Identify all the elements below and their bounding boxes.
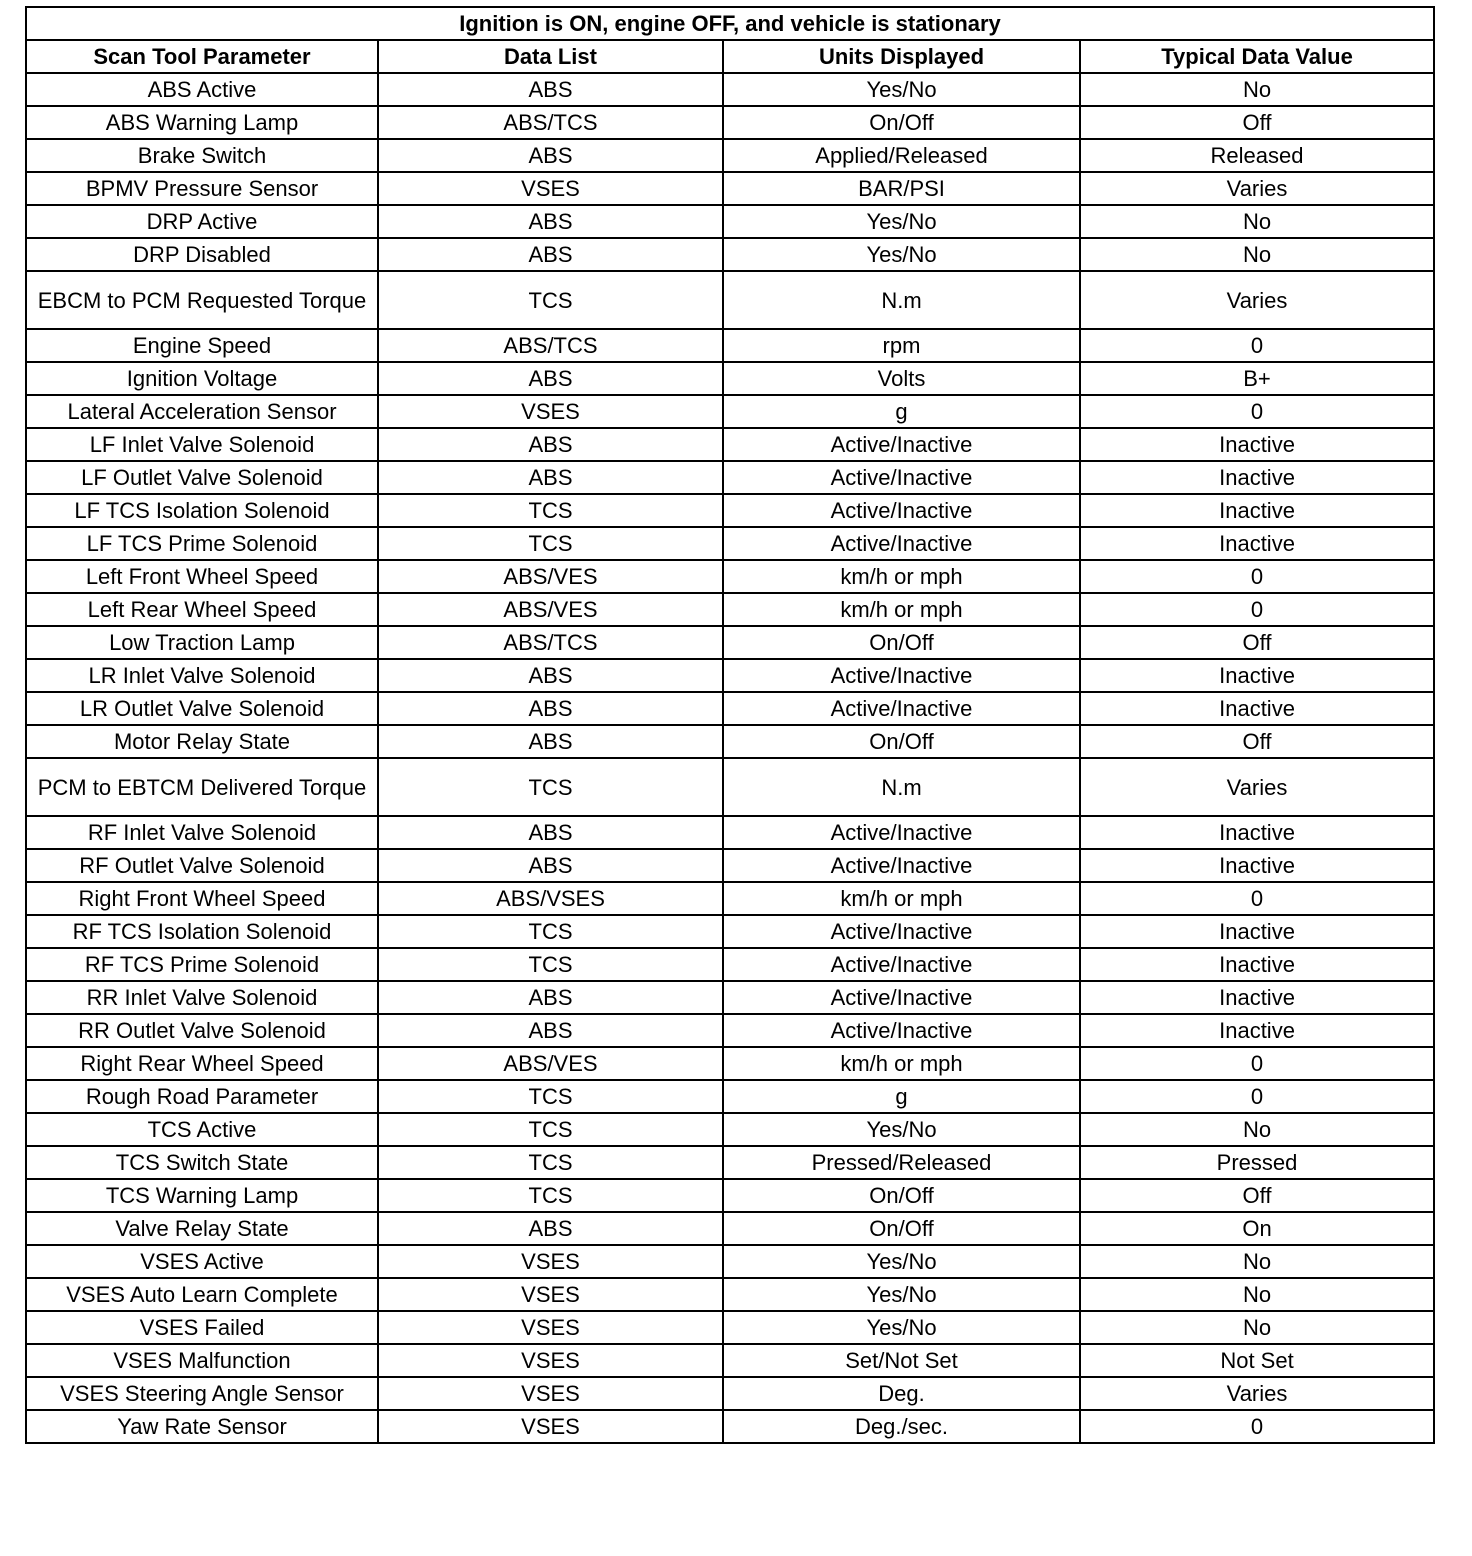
cell-parameter: RF TCS Prime Solenoid — [26, 948, 378, 981]
cell-typical-value: Off — [1080, 106, 1434, 139]
cell-units: Active/Inactive — [723, 849, 1080, 882]
cell-parameter: Right Front Wheel Speed — [26, 882, 378, 915]
cell-data-list: TCS — [378, 758, 723, 816]
cell-units: BAR/PSI — [723, 172, 1080, 205]
cell-typical-value: 0 — [1080, 1080, 1434, 1113]
cell-typical-value: 0 — [1080, 882, 1434, 915]
cell-typical-value: Inactive — [1080, 981, 1434, 1014]
scan-tool-data-table-container — [25, 6, 1433, 1444]
cell-data-list: ABS — [378, 205, 723, 238]
cell-data-list: ABS — [378, 849, 723, 882]
cell-units: Active/Inactive — [723, 659, 1080, 692]
cell-data-list: ABS/TCS — [378, 329, 723, 362]
cell-data-list: ABS — [378, 362, 723, 395]
cell-data-list: ABS — [378, 981, 723, 1014]
table-row — [26, 73, 1434, 106]
table-row — [26, 1080, 1434, 1113]
table-row — [26, 560, 1434, 593]
cell-typical-value: No — [1080, 1278, 1434, 1311]
cell-parameter: LF Outlet Valve Solenoid — [26, 461, 378, 494]
table-row — [26, 527, 1434, 560]
cell-parameter: TCS Active — [26, 1113, 378, 1146]
table-row — [26, 692, 1434, 725]
cell-parameter: Engine Speed — [26, 329, 378, 362]
cell-typical-value: Pressed — [1080, 1146, 1434, 1179]
cell-parameter: VSES Malfunction — [26, 1344, 378, 1377]
cell-typical-value: Inactive — [1080, 849, 1434, 882]
cell-data-list: ABS — [378, 1014, 723, 1047]
cell-units: Set/Not Set — [723, 1344, 1080, 1377]
cell-parameter: ABS Active — [26, 73, 378, 106]
cell-units: Active/Inactive — [723, 461, 1080, 494]
table-body — [26, 73, 1434, 1443]
cell-typical-value: Off — [1080, 626, 1434, 659]
cell-typical-value: Varies — [1080, 271, 1434, 329]
table-header-row — [26, 40, 1434, 73]
cell-typical-value: No — [1080, 1311, 1434, 1344]
table-row — [26, 725, 1434, 758]
cell-units: Deg. — [723, 1377, 1080, 1410]
cell-parameter: Low Traction Lamp — [26, 626, 378, 659]
cell-typical-value: Inactive — [1080, 659, 1434, 692]
cell-typical-value: 0 — [1080, 593, 1434, 626]
table-row — [26, 816, 1434, 849]
table-row — [26, 1014, 1434, 1047]
cell-parameter: LR Inlet Valve Solenoid — [26, 659, 378, 692]
cell-data-list: ABS/VES — [378, 1047, 723, 1080]
column-header-data-list: Data List — [378, 40, 723, 73]
cell-typical-value: B+ — [1080, 362, 1434, 395]
cell-units: Applied/Released — [723, 139, 1080, 172]
cell-typical-value: Off — [1080, 1179, 1434, 1212]
table-row — [26, 461, 1434, 494]
table-row — [26, 494, 1434, 527]
column-header-parameter: Scan Tool Parameter — [26, 40, 378, 73]
cell-units: Active/Inactive — [723, 915, 1080, 948]
cell-typical-value: 0 — [1080, 395, 1434, 428]
cell-data-list: ABS — [378, 238, 723, 271]
table-row — [26, 205, 1434, 238]
cell-data-list: TCS — [378, 271, 723, 329]
cell-units: Active/Inactive — [723, 428, 1080, 461]
cell-parameter: Left Rear Wheel Speed — [26, 593, 378, 626]
table-row — [26, 1179, 1434, 1212]
cell-units: km/h or mph — [723, 1047, 1080, 1080]
table-row — [26, 172, 1434, 205]
cell-data-list: TCS — [378, 527, 723, 560]
table-row — [26, 758, 1434, 816]
cell-parameter: Valve Relay State — [26, 1212, 378, 1245]
cell-units: Yes/No — [723, 1113, 1080, 1146]
table-row — [26, 329, 1434, 362]
table-row — [26, 593, 1434, 626]
cell-units: Active/Inactive — [723, 527, 1080, 560]
cell-units: On/Off — [723, 1179, 1080, 1212]
cell-data-list: TCS — [378, 494, 723, 527]
cell-units: Yes/No — [723, 1245, 1080, 1278]
table-row — [26, 362, 1434, 395]
cell-parameter: VSES Steering Angle Sensor — [26, 1377, 378, 1410]
table-row — [26, 238, 1434, 271]
cell-units: On/Off — [723, 1212, 1080, 1245]
cell-units: Active/Inactive — [723, 816, 1080, 849]
cell-units: Deg./sec. — [723, 1410, 1080, 1443]
table-row — [26, 1047, 1434, 1080]
cell-data-list: VSES — [378, 1278, 723, 1311]
table-row — [26, 915, 1434, 948]
cell-parameter: LF TCS Prime Solenoid — [26, 527, 378, 560]
cell-data-list: ABS — [378, 73, 723, 106]
cell-units: Active/Inactive — [723, 981, 1080, 1014]
cell-parameter: Right Rear Wheel Speed — [26, 1047, 378, 1080]
table-row — [26, 271, 1434, 329]
cell-data-list: ABS — [378, 692, 723, 725]
cell-typical-value: 0 — [1080, 329, 1434, 362]
table-row — [26, 626, 1434, 659]
table-row — [26, 1311, 1434, 1344]
cell-parameter: RR Inlet Valve Solenoid — [26, 981, 378, 1014]
cell-parameter: LR Outlet Valve Solenoid — [26, 692, 378, 725]
cell-units: Volts — [723, 362, 1080, 395]
cell-data-list: VSES — [378, 395, 723, 428]
cell-parameter: RF TCS Isolation Solenoid — [26, 915, 378, 948]
cell-parameter: Ignition Voltage — [26, 362, 378, 395]
cell-typical-value: Varies — [1080, 758, 1434, 816]
cell-typical-value: No — [1080, 1113, 1434, 1146]
cell-parameter: LF Inlet Valve Solenoid — [26, 428, 378, 461]
cell-units: Active/Inactive — [723, 494, 1080, 527]
cell-parameter: ABS Warning Lamp — [26, 106, 378, 139]
cell-typical-value: Inactive — [1080, 1014, 1434, 1047]
cell-typical-value: 0 — [1080, 1410, 1434, 1443]
cell-parameter: PCM to EBTCM Delivered Torque — [26, 758, 378, 816]
cell-parameter: Brake Switch — [26, 139, 378, 172]
cell-data-list: ABS — [378, 725, 723, 758]
cell-units: Yes/No — [723, 1311, 1080, 1344]
table-row — [26, 1146, 1434, 1179]
cell-parameter: Lateral Acceleration Sensor — [26, 395, 378, 428]
cell-parameter: DRP Disabled — [26, 238, 378, 271]
cell-typical-value: Inactive — [1080, 461, 1434, 494]
cell-parameter: Rough Road Parameter — [26, 1080, 378, 1113]
cell-data-list: TCS — [378, 1179, 723, 1212]
cell-typical-value: Inactive — [1080, 494, 1434, 527]
cell-data-list: ABS/TCS — [378, 106, 723, 139]
scan-tool-data-table — [25, 6, 1435, 1444]
cell-data-list: ABS/TCS — [378, 626, 723, 659]
cell-typical-value: Inactive — [1080, 527, 1434, 560]
cell-units: Active/Inactive — [723, 1014, 1080, 1047]
cell-data-list: VSES — [378, 172, 723, 205]
table-row — [26, 395, 1434, 428]
table-row — [26, 1278, 1434, 1311]
table-row — [26, 1245, 1434, 1278]
cell-typical-value: Varies — [1080, 1377, 1434, 1410]
table-row — [26, 428, 1434, 461]
cell-units: Active/Inactive — [723, 692, 1080, 725]
cell-parameter: VSES Auto Learn Complete — [26, 1278, 378, 1311]
cell-data-list: TCS — [378, 1146, 723, 1179]
cell-units: rpm — [723, 329, 1080, 362]
cell-typical-value: Inactive — [1080, 692, 1434, 725]
cell-units: On/Off — [723, 626, 1080, 659]
cell-data-list: ABS — [378, 659, 723, 692]
cell-data-list: ABS — [378, 1212, 723, 1245]
cell-typical-value: Off — [1080, 725, 1434, 758]
cell-typical-value: On — [1080, 1212, 1434, 1245]
cell-data-list: ABS/VSES — [378, 882, 723, 915]
cell-data-list: TCS — [378, 1080, 723, 1113]
cell-data-list: ABS — [378, 428, 723, 461]
cell-units: km/h or mph — [723, 882, 1080, 915]
cell-units: km/h or mph — [723, 593, 1080, 626]
table-row — [26, 1377, 1434, 1410]
cell-typical-value: Inactive — [1080, 816, 1434, 849]
cell-units: N.m — [723, 271, 1080, 329]
cell-data-list: VSES — [378, 1377, 723, 1410]
table-row — [26, 882, 1434, 915]
cell-units: Pressed/Released — [723, 1146, 1080, 1179]
cell-typical-value: Inactive — [1080, 948, 1434, 981]
cell-typical-value: Released — [1080, 139, 1434, 172]
cell-parameter: BPMV Pressure Sensor — [26, 172, 378, 205]
cell-typical-value: Inactive — [1080, 428, 1434, 461]
cell-parameter: DRP Active — [26, 205, 378, 238]
cell-parameter: VSES Active — [26, 1245, 378, 1278]
cell-data-list: ABS/VES — [378, 593, 723, 626]
column-header-units: Units Displayed — [723, 40, 1080, 73]
cell-parameter: VSES Failed — [26, 1311, 378, 1344]
table-caption: Ignition is ON, engine OFF, and vehicle is stationary — [26, 7, 1434, 40]
cell-data-list: ABS — [378, 816, 723, 849]
cell-parameter: EBCM to PCM Requested Torque — [26, 271, 378, 329]
cell-data-list: TCS — [378, 915, 723, 948]
column-header-typical-value: Typical Data Value — [1080, 40, 1434, 73]
cell-typical-value: Inactive — [1080, 915, 1434, 948]
cell-typical-value: No — [1080, 1245, 1434, 1278]
cell-parameter: RR Outlet Valve Solenoid — [26, 1014, 378, 1047]
cell-units: Active/Inactive — [723, 948, 1080, 981]
cell-typical-value: No — [1080, 205, 1434, 238]
cell-units: N.m — [723, 758, 1080, 816]
cell-typical-value: No — [1080, 238, 1434, 271]
cell-data-list: VSES — [378, 1311, 723, 1344]
cell-data-list: ABS — [378, 461, 723, 494]
table-caption-row — [26, 7, 1434, 40]
cell-parameter: TCS Warning Lamp — [26, 1179, 378, 1212]
cell-parameter: Motor Relay State — [26, 725, 378, 758]
table-row — [26, 106, 1434, 139]
cell-units: km/h or mph — [723, 560, 1080, 593]
cell-data-list: TCS — [378, 948, 723, 981]
table-row — [26, 1212, 1434, 1245]
cell-data-list: ABS — [378, 139, 723, 172]
cell-data-list: VSES — [378, 1344, 723, 1377]
cell-typical-value: No — [1080, 73, 1434, 106]
table-row — [26, 1344, 1434, 1377]
cell-parameter: LF TCS Isolation Solenoid — [26, 494, 378, 527]
cell-typical-value: 0 — [1080, 560, 1434, 593]
cell-units: On/Off — [723, 725, 1080, 758]
cell-units: Yes/No — [723, 238, 1080, 271]
cell-units: g — [723, 395, 1080, 428]
cell-data-list: VSES — [378, 1245, 723, 1278]
cell-units: On/Off — [723, 106, 1080, 139]
cell-units: Yes/No — [723, 1278, 1080, 1311]
table-row — [26, 659, 1434, 692]
cell-parameter: Yaw Rate Sensor — [26, 1410, 378, 1443]
cell-parameter: TCS Switch State — [26, 1146, 378, 1179]
cell-data-list: ABS/VES — [378, 560, 723, 593]
table-row — [26, 139, 1434, 172]
cell-typical-value: Varies — [1080, 172, 1434, 205]
table-row — [26, 981, 1434, 1014]
cell-parameter: Left Front Wheel Speed — [26, 560, 378, 593]
cell-units: Yes/No — [723, 205, 1080, 238]
cell-data-list: VSES — [378, 1410, 723, 1443]
table-row — [26, 948, 1434, 981]
cell-units: Yes/No — [723, 73, 1080, 106]
cell-data-list: TCS — [378, 1113, 723, 1146]
table-row — [26, 849, 1434, 882]
table-row — [26, 1410, 1434, 1443]
cell-typical-value: Not Set — [1080, 1344, 1434, 1377]
cell-typical-value: 0 — [1080, 1047, 1434, 1080]
cell-parameter: RF Outlet Valve Solenoid — [26, 849, 378, 882]
cell-units: g — [723, 1080, 1080, 1113]
table-row — [26, 1113, 1434, 1146]
cell-parameter: RF Inlet Valve Solenoid — [26, 816, 378, 849]
